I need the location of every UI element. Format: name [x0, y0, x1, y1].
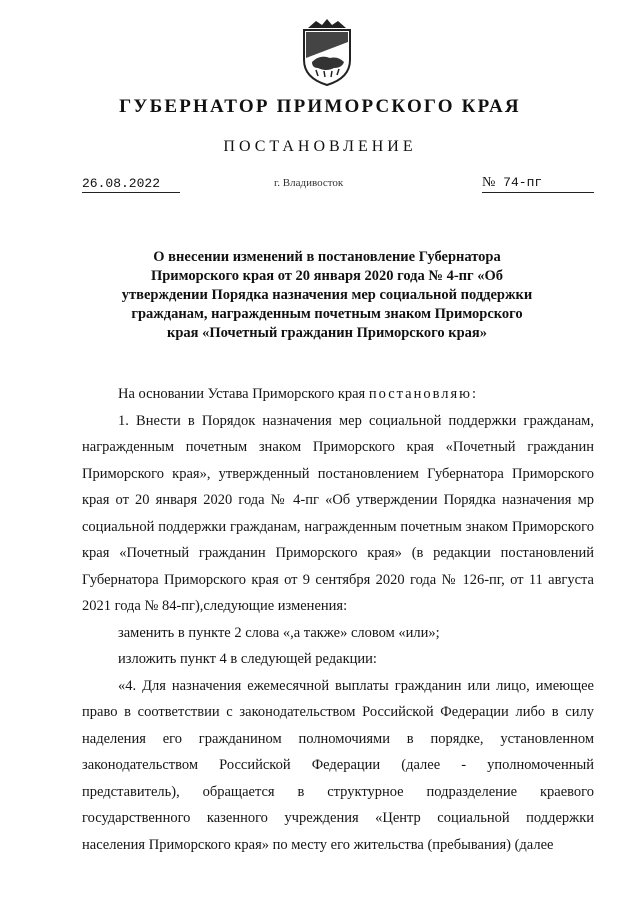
coat-of-arms-graphic	[296, 18, 358, 88]
document-type: ПОСТАНОВЛЕНИЕ	[223, 138, 417, 155]
body-paragraph: «4. Для назначения ежемесячной выплаты гражданин или лицо, имеющее право в соответствии с законодательством Российской Федерации либо в силу наделения его гражданином полномочиями в порядке, установленном законодательством Российской Федерации (далее - уполномоченный представитель), обращается в структурное подразделение краевого государственного казенного учреждения «Центр социальной поддержки населения Приморского края» по месту его жительства (пребывания) (далее	[82, 677, 594, 853]
body-paragraph: 1. Внести в Порядок назначения мер социальной поддержки гражданам, награжденным почетным знаком Приморского края «Почетный гражданин Приморского края», утвержденный постановлением Губернатора Приморского края от 20 января 2020 года № 4-пг «Об утверждении Порядка назначения мр социальной поддержки гражданам, награжденным почетным знаком Приморского края «Почетный гражданин Приморского края» (в редакции постановлений Губернатора Приморского края от 9 сентября 2020 года № 126-пг, от 11 августа 2021 года № 84-пг),следующие изменения:	[82, 412, 594, 614]
intro-colon: :	[472, 386, 477, 402]
document-place: г. Владивосток	[274, 177, 344, 189]
issuing-authority: ГУБЕРНАТОР ПРИМОРСКОГО КРАЯ	[119, 96, 521, 117]
coat-of-arms-icon	[296, 18, 358, 88]
number-value: 74-пг	[503, 175, 543, 190]
document-body	[82, 381, 594, 858]
body-paragraph: заменить в пункте 2 слова «,а также» словом «или»;	[118, 624, 440, 641]
document-title: О внесении изменений в постановление Губернатора Приморского края от 20 января 2020 года № 4-пг «Об утверждении Порядка назначения мер социальной поддержки гражданам, награжденным почетным знаком Приморского края «Почетный гражданин Приморского края»	[121, 249, 533, 341]
intro-resolve-word: постановляю	[368, 386, 473, 402]
document-number	[482, 175, 594, 193]
intro-lead: На основании Устава Приморского края	[118, 386, 369, 402]
body-paragraph: изложить пункт 4 в следующей редакции:	[118, 651, 377, 667]
intro-paragraph	[82, 381, 594, 408]
number-sign: №	[482, 175, 496, 190]
document-date: 26.08.2022	[82, 176, 180, 193]
